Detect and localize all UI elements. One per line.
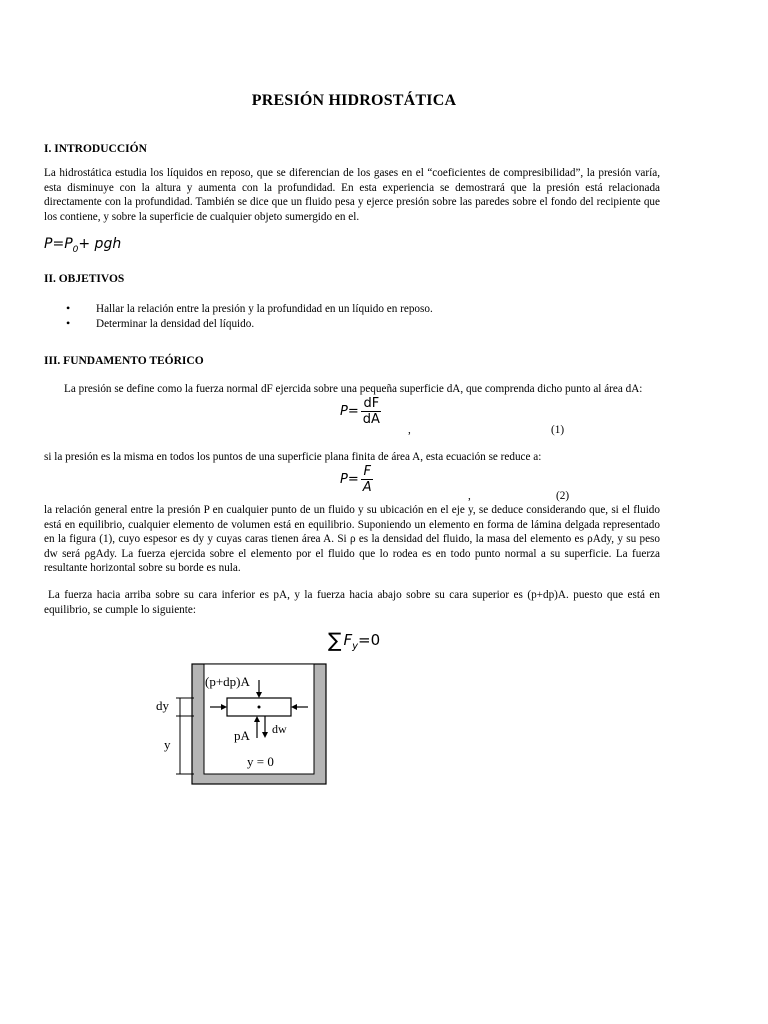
eq1-denominator: dA xyxy=(362,412,380,427)
eq1-numerator: dF xyxy=(363,396,380,411)
eq2-fraction xyxy=(361,464,374,495)
formula-p: P xyxy=(64,236,73,252)
formula-sub: 0 xyxy=(72,244,79,255)
eq1-comma: , xyxy=(408,424,411,436)
label-bottom-force: pA xyxy=(234,728,250,743)
formula-eq: = xyxy=(52,236,65,252)
formula-presion-hidrostatica xyxy=(44,236,121,255)
label-weight: dw xyxy=(272,722,287,736)
label-dy: dy xyxy=(156,698,169,713)
sum-rest: =0 xyxy=(358,631,381,649)
list-item: • Determinar la densidad del líquido. xyxy=(44,317,433,332)
formula-rest: + pgh xyxy=(78,236,122,252)
eq1-lhs: P= xyxy=(340,404,359,419)
objetivos-list xyxy=(44,302,433,331)
heading-introduccion: I. INTRODUCCIÓN xyxy=(44,143,147,155)
heading-fundamento: III. FUNDAMENTO TEÓRICO xyxy=(44,355,204,367)
label-y: y xyxy=(164,737,171,752)
document-title: PRESIÓN HIDROSTÁTICA xyxy=(251,92,457,109)
formula-lhs: P xyxy=(44,236,53,252)
eq2-comma: , xyxy=(468,490,471,502)
eq1-fraction xyxy=(361,396,382,427)
sum-f: F xyxy=(343,631,353,649)
eq2-label: (2) xyxy=(556,490,570,502)
list-item: • Hallar la relación entre la presión y la profundidad en un líquido en reposo. xyxy=(44,302,433,317)
heading-objetivos: II. OBJETIVOS xyxy=(44,273,125,285)
element-center-dot xyxy=(258,706,261,709)
sum-sub: y xyxy=(352,641,359,652)
figure-fluid-element xyxy=(150,660,340,790)
eq2-lhs: P= xyxy=(340,472,359,487)
paragraph-introduccion: La hidrostática estudia los líquidos en reposo, que se diferencian de los gases en el “coeficientes de compresibilidad”, la presión varía, esta disminuye con la altura y aumenta con la profundidad. En esta experiencia se demostrará que la presión está relacionada directamente con la profundidad. También se dice que un fluido pesa y ejerce presión sobre las paredes sobre el fondo del recipiente que los contiene, y sobre la superficie de cualquier objeto sumergido en el. xyxy=(44,167,660,223)
eq2-numerator: F xyxy=(363,464,371,479)
equation-1 xyxy=(340,396,382,427)
paragraph-relacion-general: la relación general entre la presión P en cualquier punto de un fluido y su ubicación en el eje y, se deduce considerando que, si el fluido está en equilibrio, cualquier elemento de volumen está en equilibrio. Suponiendo un elemento en forma de lámina delgada representado en la figura (1), cuyo espesor es dy y cuyas caras tienen área A. Si ρ es la densidad del fluido, la masa del elemento es ρAdy, y su peso dw será ρgAdy. La fuerza ejercida sobre el elemento por el fluido que lo rodea es en todo punto normal a su superficie. La fuerza resultante horizontal sobre su borde es nula. xyxy=(44,504,660,575)
paragraph-definicion: La presión se define como la fuerza normal dF ejercida sobre una pequeña superficie dA, que comprenda dicho punto al área dA: xyxy=(64,383,643,395)
label-top-force: (p+dp)A xyxy=(205,674,250,689)
sigma-symbol: ∑ xyxy=(328,628,342,652)
equation-2 xyxy=(340,464,374,495)
equation-sum-forces xyxy=(328,628,380,652)
paragraph-superficie-plana: si la presión es la misma en todos los puntos de una superficie plana finita de área A, esta ecuación se reduce a: xyxy=(44,451,542,463)
label-base: y = 0 xyxy=(247,754,274,769)
eq1-label: (1) xyxy=(551,424,565,436)
paragraph-equilibrio: La fuerza hacia arriba sobre su cara inferior es pA, y la fuerza hacia abajo sobre su cara superior es (p+dp)A. puesto que está en equilibrio, se cumple lo siguiente: xyxy=(44,589,660,616)
eq2-denominator: A xyxy=(362,480,372,495)
